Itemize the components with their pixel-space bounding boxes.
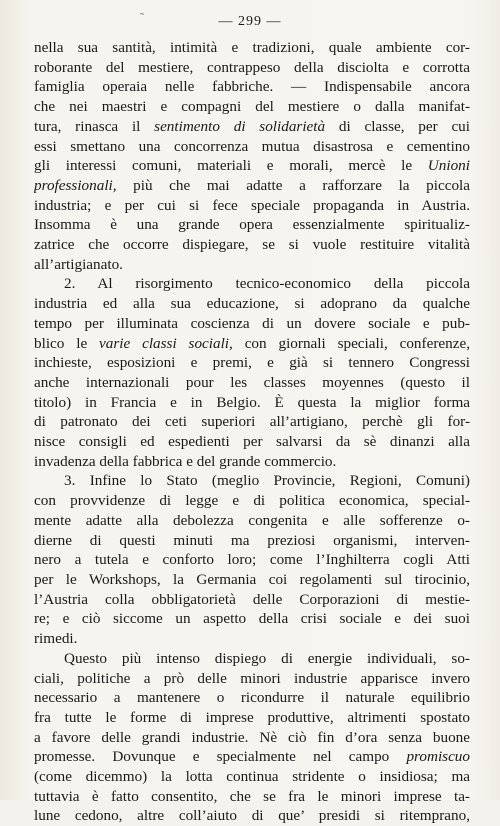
text-segment: di classe, per cui	[325, 117, 470, 135]
text-line: l’Austria colla obbligatorietà delle Corporazioni di mestie-	[34, 590, 470, 608]
printer-mark: ˜	[140, 10, 145, 24]
text-line: anche internazionali pour les classes moyennes (questo il	[34, 373, 470, 391]
body-text	[34, 38, 470, 826]
text-line: per le Workshops, la Germania coi regolamenti sul tirocinio,	[34, 570, 470, 588]
text-segment: tura, rinasca il	[34, 117, 155, 135]
text-segment: gli interessi comuni, materiali e morali, mercè le	[34, 157, 428, 175]
text-line: rimedi.	[34, 630, 78, 648]
italic-phrase: varie classi sociali,	[99, 334, 233, 352]
text-line: tuttavia è fatto consentito, che se fra le minori imprese ta-	[34, 787, 470, 805]
text-segment: blico le	[34, 334, 100, 352]
text-line: a favore delle grandi industrie. Nè ciò fin d’ora senza buone	[34, 728, 470, 746]
text-line: necessario a mantenere o ricondurre il naturale equilibrio	[34, 689, 470, 707]
text-line: titolo) in Francia e in Belgio. È questa la miglior forma	[34, 393, 470, 411]
text-segment: più che mai adatte a rafforzare la piccola	[116, 176, 470, 194]
text-line: mente adatte alla debolezza congenita e alle sofferenze o-	[34, 511, 470, 529]
text-line: essi smettano una concorrenza mutua disastrosa e cementino	[34, 137, 470, 155]
text-line	[34, 334, 470, 354]
page-header	[0, 10, 500, 30]
page-number: — 299 —	[218, 14, 282, 29]
text-line: di patronato dei ceti superiori all’artigiano, perchè gli for-	[34, 413, 470, 431]
text-segment: promesse. Dovunque e specialmente nel campo	[34, 748, 407, 766]
text-line: lune cedono, altre coll’aiuto di que’ presidi si ritemprano,	[34, 807, 470, 825]
text-line: dierne di questi minuti ma preziosi organismi, interven-	[34, 531, 470, 549]
italic-phrase: Unioni	[427, 157, 470, 175]
text-line: con provvidenze di legge e di politica economica, special-	[34, 492, 470, 510]
italic-phrase: sentimento di solidarietà	[154, 117, 326, 135]
italic-phrase: promiscuo	[406, 748, 470, 766]
text-line	[34, 117, 470, 137]
text-line: re; e ciò siccome un aspetto della crisi sociale e dei suoi	[34, 610, 470, 628]
text-line: Insomma è una grande opera essenzialmente spiritualiz-	[34, 216, 470, 234]
text-line	[34, 156, 470, 176]
text-line	[34, 747, 470, 767]
text-line: famiglia operaia nelle fabbriche. — Indispensabile ancora	[34, 78, 470, 96]
text-line: che nei maestri e compagni del mestiere o dalla manifat-	[34, 98, 470, 116]
text-line: all’artigianato.	[34, 255, 123, 273]
text-segment: con giornali speciali, conferenze,	[232, 334, 470, 352]
text-line: roborante del mestiere, contrappeso della disciolta e corrotta	[34, 58, 470, 76]
text-line: invadenza della fabbrica e del grande commercio.	[34, 452, 337, 470]
text-line: industria; e per cui si fece speciale propaganda in Austria.	[34, 196, 470, 214]
text-line: Questo più intenso dispiego di energie individuali, so-	[64, 649, 470, 667]
text-line: nero a tutela e conforto loro; come l’Inghilterra cogli Atti	[34, 551, 470, 569]
text-line: 3. Infine lo Stato (meglio Provincie, Regioni, Comuni)	[64, 472, 470, 490]
text-line: inchieste, esposizioni e premi, e già si tennero Congressi	[34, 354, 470, 372]
text-line: industria ed alla sua educazione, si adoprano da qualche	[34, 295, 470, 313]
text-line: 2. Al risorgimento tecnico-economico della piccola	[64, 275, 470, 293]
text-line: ciali, politiche a prò delle minori industrie apparisce invero	[34, 669, 470, 687]
text-line: zatrice che occorre dispiegare, se si vuole restituire vitalità	[34, 236, 470, 254]
text-line: tempo per illuminata coscienza di un dovere sociale e pub-	[34, 314, 470, 332]
text-line: nisce consigli ed espedienti per salvarsi da sè dinanzi alla	[34, 433, 470, 451]
text-line	[34, 176, 470, 196]
text-line: (come dicemmo) la lotta continua stridente o insidiosa; ma	[34, 768, 470, 786]
text-line: fra tutte le forme di imprese produttive, altrimenti spostato	[34, 708, 470, 726]
italic-phrase: professionali,	[34, 176, 117, 194]
text-line: nella sua santità, intimità e tradizioni, quale ambiente cor-	[34, 39, 470, 56]
